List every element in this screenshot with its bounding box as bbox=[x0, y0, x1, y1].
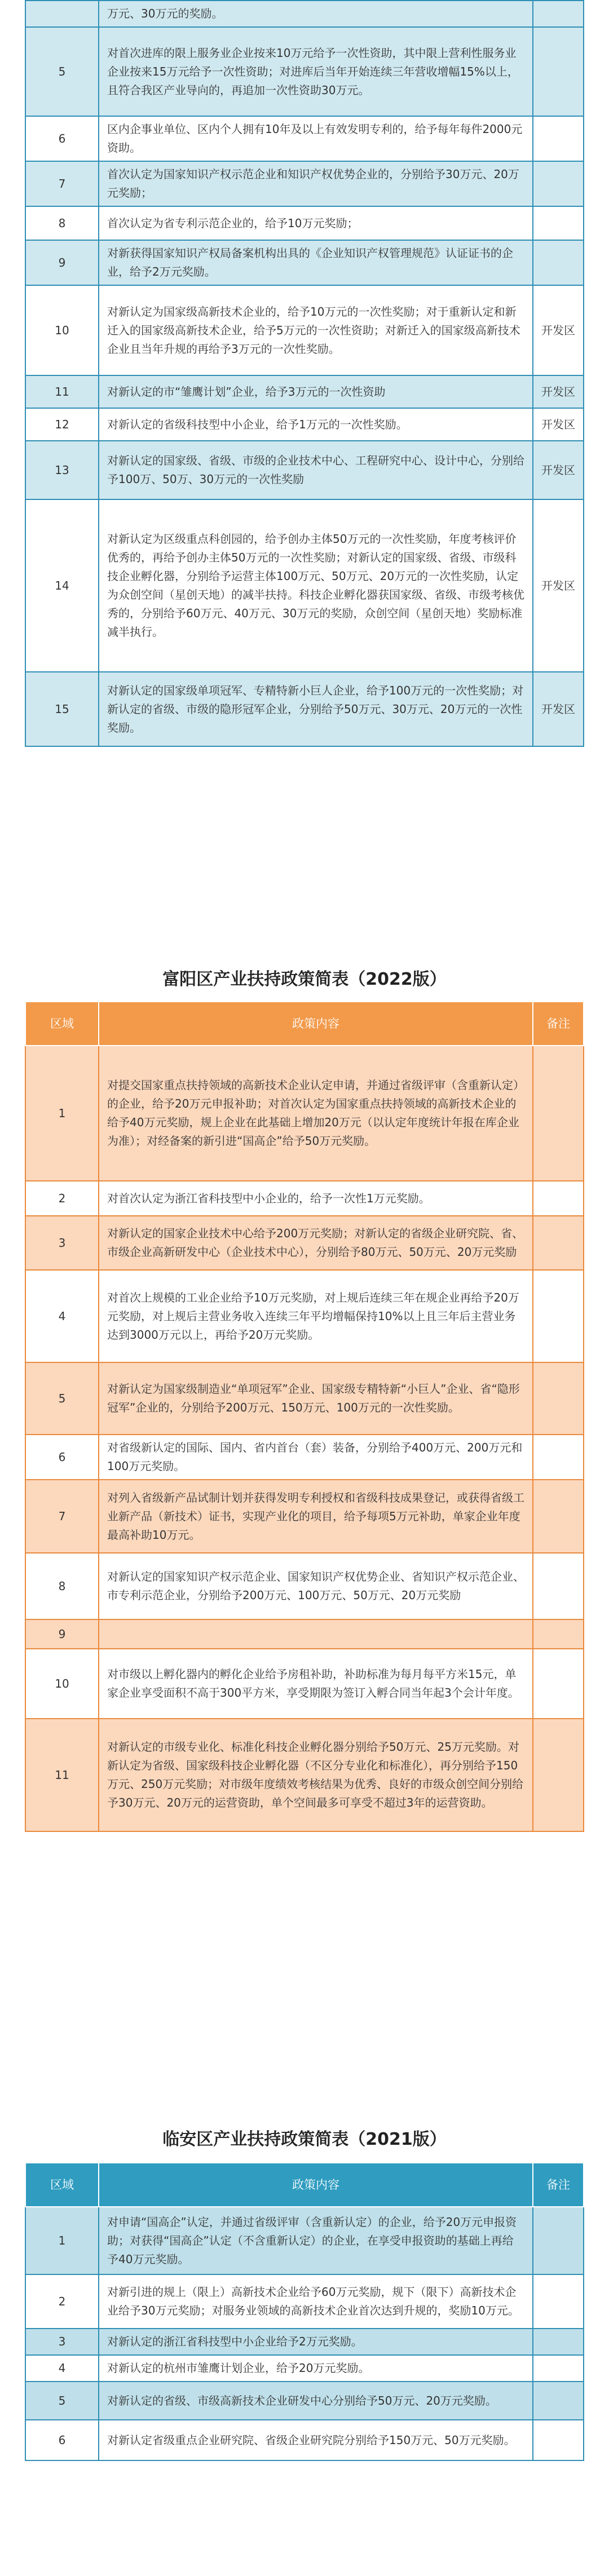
row-note bbox=[533, 1181, 584, 1216]
row-content: 区内企事业单位、区内个人拥有10年及以上有效发明专利的，给予每年每件2000元资助。 bbox=[99, 116, 533, 161]
table-row bbox=[25, 441, 584, 499]
row-note bbox=[533, 2382, 584, 2420]
row-content: 对新认定的市“雏鹰计划”企业，给予3万元的一次性资助 bbox=[99, 375, 533, 408]
row-content: 对新引进的规上（限上）高新技术企业给予60万元奖励，规下（限下）高新技术企业给予30万元奖励；对服务业领域的高新技术企业首次达到升规的，奖励10万元。 bbox=[99, 2274, 533, 2329]
row-note bbox=[533, 1216, 584, 1270]
row-content: 对首次上规模的工业企业给予10万元奖励，对上规后连续三年在规企业再给予20万元奖励，对上规后主营业务收入连续三年平均增幅保持10%以上且三年后主营业务达到3000万元以上，再给予20万元奖励。 bbox=[99, 1270, 533, 1362]
table-row bbox=[25, 1362, 584, 1435]
row-content: 对新认定为国家级制造业“单项冠军”企业、国家级专精特新“小巨人”企业、省“隐形冠军”企业的，分别给予200万元、150万元、100万元的一次性奖励。 bbox=[99, 1362, 533, 1435]
row-index: 7 bbox=[25, 161, 99, 206]
row-content: 对省级新认定的国际、国内、省内首台（套）装备，分别给予400万元、200万元和100万元奖励。 bbox=[99, 1435, 533, 1480]
row-content: 对新认定的省级、市级高新技术企业研发中心分别给予50万元、20万元奖励。 bbox=[99, 2382, 533, 2420]
row-note bbox=[533, 1435, 584, 1480]
row-note bbox=[533, 1046, 584, 1181]
row-content: 对新认定的浙江省科技型中小企业给予2万元奖励。 bbox=[99, 2329, 533, 2355]
row-index: 5 bbox=[25, 1362, 99, 1435]
row-index: 8 bbox=[25, 1553, 99, 1619]
row-index: 9 bbox=[25, 240, 99, 285]
table-row bbox=[25, 1553, 584, 1619]
table-row bbox=[25, 1270, 584, 1362]
row-content: 对新认定的国家级、省级、市级的企业技术中心、工程研究中心、设计中心，分别给予100万、50万、30万元的一次性奖励 bbox=[99, 441, 533, 499]
row-note bbox=[533, 161, 584, 206]
row-note bbox=[533, 2274, 584, 2329]
row-content: 万元、30万元的奖励。 bbox=[99, 1, 533, 27]
row-note bbox=[533, 206, 584, 240]
table-row bbox=[25, 2420, 584, 2460]
table-row bbox=[25, 1435, 584, 1480]
row-note bbox=[533, 2207, 584, 2274]
row-content: 对新认定为区级重点科创园的，给予创办主体50万元的一次性奖励，年度考核评价优秀的，再给予创办主体50万元的一次性奖励；对新认定的国家级、省级、市级科技企业孵化器，分别给予运营主体100万元、50万元、20万元的一次性奖励，认定为众创空间（星创天地）的减半扶持。科技企业孵化器获国家级、省级、市级考核优秀的，分别给予60万元、40万元、30万元的奖励，众创空间（星创天地）奖励标准减半执行。 bbox=[99, 499, 533, 672]
row-content: 对新获得国家知识产权局备案机构出具的《企业知识产权管理规范》认证证书的企业，给予2万元奖励。 bbox=[99, 240, 533, 285]
table-row bbox=[25, 27, 584, 116]
row-note bbox=[533, 1719, 584, 1831]
table-row bbox=[25, 1649, 584, 1719]
row-note bbox=[533, 1, 584, 27]
row-index: 6 bbox=[25, 2420, 99, 2460]
row-index: 10 bbox=[25, 1649, 99, 1719]
row-index: 6 bbox=[25, 116, 99, 161]
header-region: 区域 bbox=[25, 2163, 99, 2207]
row-note bbox=[533, 1362, 584, 1435]
table-row bbox=[25, 1719, 584, 1831]
row-content: 对新认定的市级专业化、标准化科技企业孵化器分别给予50万元、25万元奖励。对新认定为省级、国家级科技企业孵化器（不区分专业化和标准化），再分别给予150万元、250万元奖励；对市级年度绩效考核结果为优秀、良好的市级众创空间分别给予30万元、20万元的运营资助，单个空间最多可享受不超过3年的运营资助。 bbox=[99, 1719, 533, 1831]
row-content: 对市级以上孵化器内的孵化企业给予房租补助，补助标准为每月每平方米15元，单家企业享受面积不高于300平方米，享受期限为签订入孵合同当年起3个会计年度。 bbox=[99, 1649, 533, 1719]
table-row bbox=[25, 161, 584, 206]
table-row bbox=[25, 240, 584, 285]
row-note bbox=[533, 27, 584, 116]
row-index: 6 bbox=[25, 1435, 99, 1480]
header-note: 备注 bbox=[533, 1002, 584, 1046]
row-content: 对新认定的国家知识产权示范企业、国家知识产权优势企业、省知识产权示范企业、市专利示范企业，分别给予200万元、100万元、50万元、20万元奖励 bbox=[99, 1553, 533, 1619]
row-content: 对新认定的国家企业技术中心给予200万元奖励；对新认定的省级企业研究院、省、市级企业高新研发中心（企业技术中心），分别给予80万元、50万元、20万元奖励 bbox=[99, 1216, 533, 1270]
row-index: 3 bbox=[25, 2329, 99, 2355]
row-content: 对新认定为国家级高新技术企业的，给予10万元的一次性奖励；对于重新认定和新迁入的国家级高新技术企业，给予5万元的一次性资助；对新迁入的国家级高新技术企业且当年升规的再给予3万元的一次性奖励。 bbox=[99, 285, 533, 375]
row-index: 12 bbox=[25, 408, 99, 441]
table-row bbox=[25, 116, 584, 161]
table-row bbox=[25, 2207, 584, 2274]
row-index: 4 bbox=[25, 2355, 99, 2382]
row-note bbox=[533, 240, 584, 285]
row-index: 1 bbox=[25, 2207, 99, 2274]
row-content: 对首次进库的限上服务业企业按来10万元给予一次性资助，其中限上营利性服务业企业按来15万元给予一次性资助；对进库后当年开始连续三年营收增幅15%以上，且符合我区产业导向的，再追加一次性资助30万元。 bbox=[99, 27, 533, 116]
row-note: 开发区 bbox=[533, 672, 584, 746]
table-row bbox=[25, 206, 584, 240]
row-note bbox=[533, 2355, 584, 2382]
row-index: 13 bbox=[25, 441, 99, 499]
table-row bbox=[25, 2274, 584, 2329]
table-row bbox=[25, 408, 584, 441]
row-content: 对新认定的杭州市雏鹰计划企业，给予20万元奖励。 bbox=[99, 2355, 533, 2382]
table-header-row bbox=[25, 1002, 584, 1046]
table-row bbox=[25, 499, 584, 672]
row-index: 11 bbox=[25, 1719, 99, 1831]
table-row bbox=[25, 1046, 584, 1181]
row-note: 开发区 bbox=[533, 441, 584, 499]
row-index: 5 bbox=[25, 27, 99, 116]
header-content: 政策内容 bbox=[99, 2163, 533, 2207]
table-row bbox=[25, 2329, 584, 2355]
table-row bbox=[25, 1181, 584, 1216]
row-content: 对首次认定为浙江省科技型中小企业的，给予一次性1万元奖励。 bbox=[99, 1181, 533, 1216]
table-header-row bbox=[25, 2163, 584, 2207]
row-index: 10 bbox=[25, 285, 99, 375]
row-index: 9 bbox=[25, 1619, 99, 1649]
row-note: 开发区 bbox=[533, 375, 584, 408]
fuyang-table-title: 富阳区产业扶持政策简表（2022版） bbox=[162, 970, 447, 989]
row-note bbox=[533, 1270, 584, 1362]
row-index: 3 bbox=[25, 1216, 99, 1270]
policy-table-continued bbox=[25, 0, 584, 747]
row-note: 开发区 bbox=[533, 285, 584, 375]
row-content: 首次认定为省专利示范企业的，给予10万元奖励； bbox=[99, 206, 533, 240]
row-note bbox=[533, 1619, 584, 1649]
row-index: 11 bbox=[25, 375, 99, 408]
row-index: 5 bbox=[25, 2382, 99, 2420]
table-row bbox=[25, 375, 584, 408]
table-row bbox=[25, 672, 584, 746]
row-note: 开发区 bbox=[533, 408, 584, 441]
row-index: 15 bbox=[25, 672, 99, 746]
row-index: 7 bbox=[25, 1480, 99, 1553]
row-index: 8 bbox=[25, 206, 99, 240]
header-note: 备注 bbox=[533, 2163, 584, 2207]
row-content: 对新认定的国家级单项冠军、专精特新小巨人企业，给予100万元的一次性奖励；对新认定的省级、市级的隐形冠军企业，分别给予50万元、30万元、20万元的一次性奖励。 bbox=[99, 672, 533, 746]
row-note bbox=[533, 2420, 584, 2460]
row-index: 2 bbox=[25, 2274, 99, 2329]
row-note bbox=[533, 1480, 584, 1553]
row-index bbox=[25, 1, 99, 27]
row-content bbox=[99, 1619, 533, 1649]
table-row bbox=[25, 285, 584, 375]
linan-table-title: 临安区产业扶持政策简表（2021版） bbox=[162, 2130, 447, 2149]
linan-policy-table bbox=[25, 2162, 584, 2461]
row-note bbox=[533, 2329, 584, 2355]
row-content: 对新认定的省级科技型中小企业，给予1万元的一次性奖励。 bbox=[99, 408, 533, 441]
row-note bbox=[533, 116, 584, 161]
row-index: 14 bbox=[25, 499, 99, 672]
row-content: 对列入省级新产品试制计划并获得发明专利授权和省级科技成果登记，或获得省级工业新产品（新技术）证书，实现产业化的项目，给予每项5万元补助，单家企业年度最高补助10万元。 bbox=[99, 1480, 533, 1553]
row-content: 对提交国家重点扶持领域的高新技术企业认定申请，并通过省级评审（含重新认定）的企业，给予20万元申报补助；对首次认定为国家重点扶持领域的高新技术企业的给予40万元奖励，规上企业在此基础上增加20万元（以认定年度统计年报在库企业为准）；对经备案的新引进“国高企”给予50万元奖励。 bbox=[99, 1046, 533, 1181]
table-row bbox=[25, 2382, 584, 2420]
row-note: 开发区 bbox=[533, 499, 584, 672]
row-index: 1 bbox=[25, 1046, 99, 1181]
table-row bbox=[25, 1216, 584, 1270]
header-content: 政策内容 bbox=[99, 1002, 533, 1046]
table-row bbox=[25, 1, 584, 27]
row-content: 对新认定省级重点企业研究院、省级企业研究院分别给予150万元、50万元奖励。 bbox=[99, 2420, 533, 2460]
row-content: 首次认定为国家知识产权示范企业和知识产权优势企业的，分别给予30万元、20万元奖励； bbox=[99, 161, 533, 206]
row-note bbox=[533, 1649, 584, 1719]
row-content: 对申请“国高企”认定，并通过省级评审（含重新认定）的企业，给予20万元申报资助；对获得“国高企”认定（不含重新认定）的企业，在享受申报资助的基础上再给予40万元奖励。 bbox=[99, 2207, 533, 2274]
fuyang-policy-table bbox=[25, 1001, 584, 1832]
row-index: 2 bbox=[25, 1181, 99, 1216]
header-region: 区域 bbox=[25, 1002, 99, 1046]
row-note bbox=[533, 1553, 584, 1619]
table-row bbox=[25, 1619, 584, 1649]
table-row bbox=[25, 1480, 584, 1553]
row-index: 4 bbox=[25, 1270, 99, 1362]
table-row bbox=[25, 2355, 584, 2382]
